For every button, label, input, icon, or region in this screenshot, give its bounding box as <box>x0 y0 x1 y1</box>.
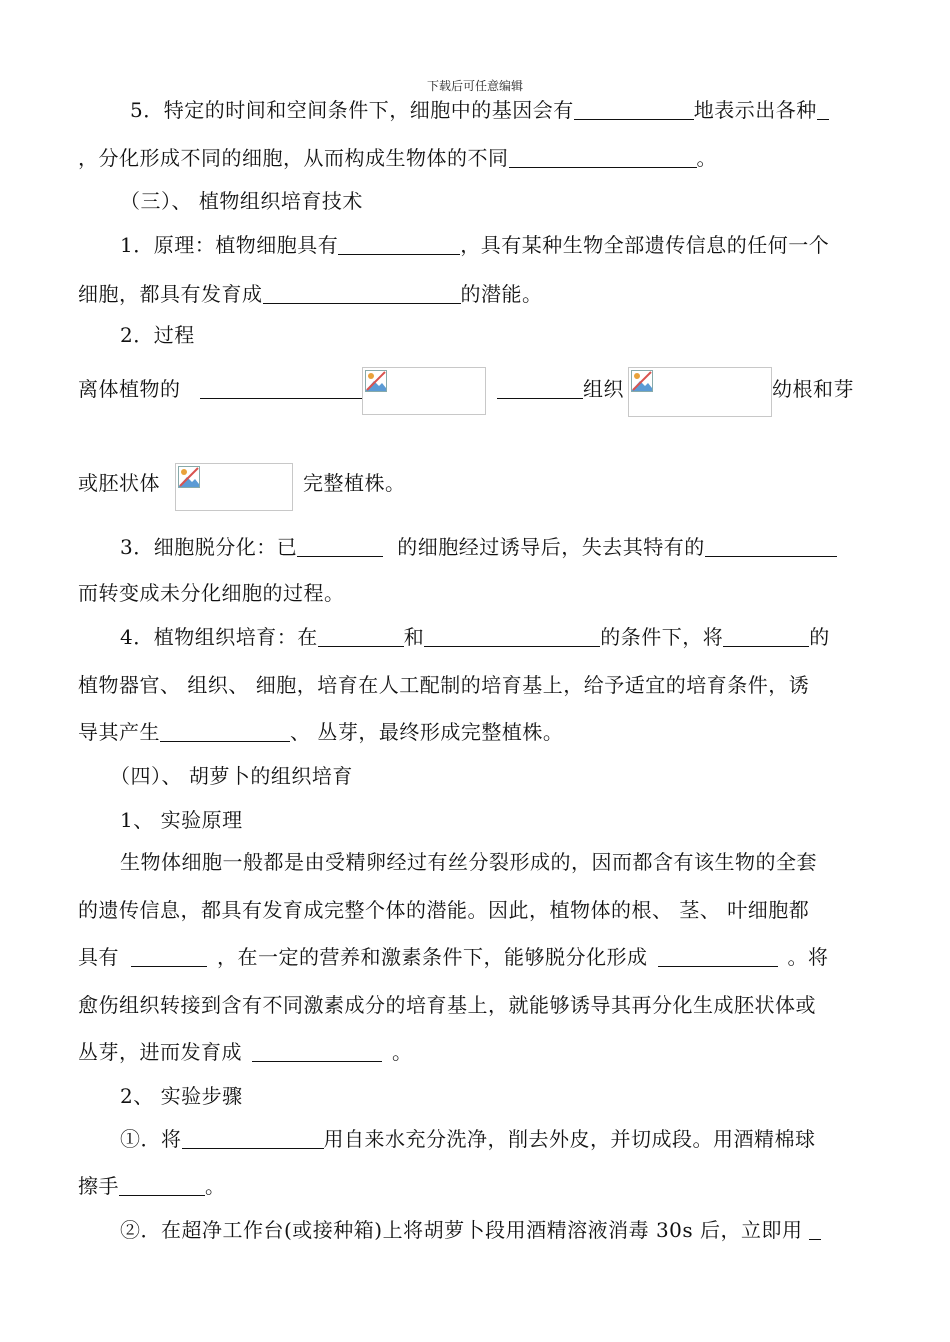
broken-image-icon <box>362 367 486 415</box>
line-tissue-culture-cont: 植物器官、 组织、 细胞，培育在人工配制的培育基上，给予适宜的培育条件，诱 <box>78 673 810 697</box>
line-principle-cont <box>78 282 543 306</box>
section-heading-3: （三）、 植物组织培育技术 <box>120 189 363 213</box>
line-principle <box>120 233 829 257</box>
text: 的细胞经过诱导后，失去其特有的 <box>397 535 705 559</box>
line-dedifferentiation-cont: 而转变成未分化细胞的过程。 <box>78 581 345 605</box>
text: 地表示出各种 <box>693 98 817 122</box>
text: 。将 <box>787 945 829 969</box>
para-principle-2: 的遗传信息，都具有发育成完整个体的潜能。因此，植物体的根、 茎、 叶细胞都 <box>78 898 810 922</box>
line-tissue-culture <box>120 625 830 649</box>
line-5-cont <box>78 146 717 170</box>
text: 。 <box>205 1174 226 1198</box>
line-process <box>78 377 181 401</box>
step-2 <box>120 1218 821 1242</box>
page-header: 下载后可任意编辑 <box>426 79 523 93</box>
para-principle-4: 愈伤组织转接到含有不同激素成分的培育基上，就能够诱导其再分化生成胚状体或 <box>78 993 816 1017</box>
text: 导其产生 <box>78 720 160 744</box>
fill-blank[interactable] <box>424 626 600 647</box>
fill-blank[interactable] <box>509 147 697 168</box>
text: 1．原理：植物细胞具有 <box>120 233 339 257</box>
para-principle-1: 生物体细胞一般都是由受精卵经过有丝分裂形成的，因而都含有该生物的全套 <box>120 850 817 874</box>
text: 离体植物的 <box>78 377 181 401</box>
fill-blank[interactable] <box>705 536 837 557</box>
para-principle-5 <box>78 1040 413 1064</box>
text: 3．细胞脱分化：已 <box>120 535 298 559</box>
text: ②．在超净工作台(或接种箱)上将胡萝卜段用酒精溶液消毒 30s 后，立即用 <box>120 1218 803 1242</box>
text: 。 <box>696 146 717 170</box>
text-embryoid: 或胚状体 <box>78 471 160 495</box>
text: ，分化形成不同的细胞，从而构成生物体的不同 <box>78 146 509 170</box>
text: ，具有某种生物全部遗传信息的任何一个 <box>460 233 830 257</box>
text: 的潜能。 <box>460 282 543 306</box>
subheading-steps: 2、 实验步骤 <box>120 1084 243 1108</box>
fill-blank[interactable] <box>160 721 290 742</box>
text: 4．植物组织培育：在 <box>120 625 318 649</box>
fill-blank[interactable] <box>252 1041 382 1062</box>
text: ，在一定的营养和激素条件下，能够脱分化形成 <box>217 945 648 969</box>
fill-blank[interactable] <box>182 1128 324 1149</box>
fill-blank[interactable] <box>817 99 829 120</box>
text: 的 <box>809 625 830 649</box>
fill-blank[interactable] <box>119 1175 205 1196</box>
fill-blank[interactable] <box>809 1219 821 1240</box>
text-root-bud: 幼根和芽 <box>772 377 854 401</box>
fill-blank[interactable] <box>338 234 460 255</box>
text: 具有 <box>78 945 119 969</box>
text: 5．特定的时间和空间条件下，细胞中的基因会有 <box>130 98 574 122</box>
text-complete-plant: 完整植株。 <box>303 471 406 495</box>
section-heading-4: （四）、 胡萝卜的组织培育 <box>110 764 353 788</box>
fill-blank[interactable] <box>131 946 207 967</box>
fill-blank[interactable] <box>200 378 362 399</box>
fill-blank[interactable] <box>297 536 383 557</box>
text: 用自来水充分洗净，削去外皮，并切成段。用酒精棉球 <box>323 1127 816 1151</box>
fill-blank[interactable] <box>574 99 694 120</box>
step-1-cont <box>78 1174 226 1198</box>
line-tissue-culture-end <box>78 720 563 744</box>
broken-image-icon <box>175 463 293 511</box>
fill-blank[interactable] <box>497 378 583 399</box>
text: 擦手 <box>78 1174 119 1198</box>
line-dedifferentiation <box>120 535 837 559</box>
text: 的条件下，将 <box>600 625 724 649</box>
subheading-principle: 1、 实验原理 <box>120 808 243 832</box>
text: 和 <box>403 625 425 649</box>
text-tissue: 组织 <box>583 377 624 401</box>
text: ①．将 <box>120 1127 182 1151</box>
text: 细胞，都具有发育成 <box>78 282 263 306</box>
line-5 <box>130 98 829 122</box>
step-1 <box>120 1127 816 1151</box>
fill-blank[interactable] <box>723 626 809 647</box>
para-principle-3 <box>78 945 829 969</box>
fill-blank[interactable] <box>318 626 404 647</box>
text: 、 丛芽，最终形成完整植株。 <box>290 720 564 744</box>
fill-blank[interactable] <box>263 283 461 304</box>
text: 丛芽，进而发育成 <box>78 1040 242 1064</box>
fill-blank[interactable] <box>658 946 778 967</box>
line-process-heading: 2．过程 <box>120 323 195 347</box>
text: 。 <box>392 1040 413 1064</box>
broken-image-icon <box>628 367 772 417</box>
